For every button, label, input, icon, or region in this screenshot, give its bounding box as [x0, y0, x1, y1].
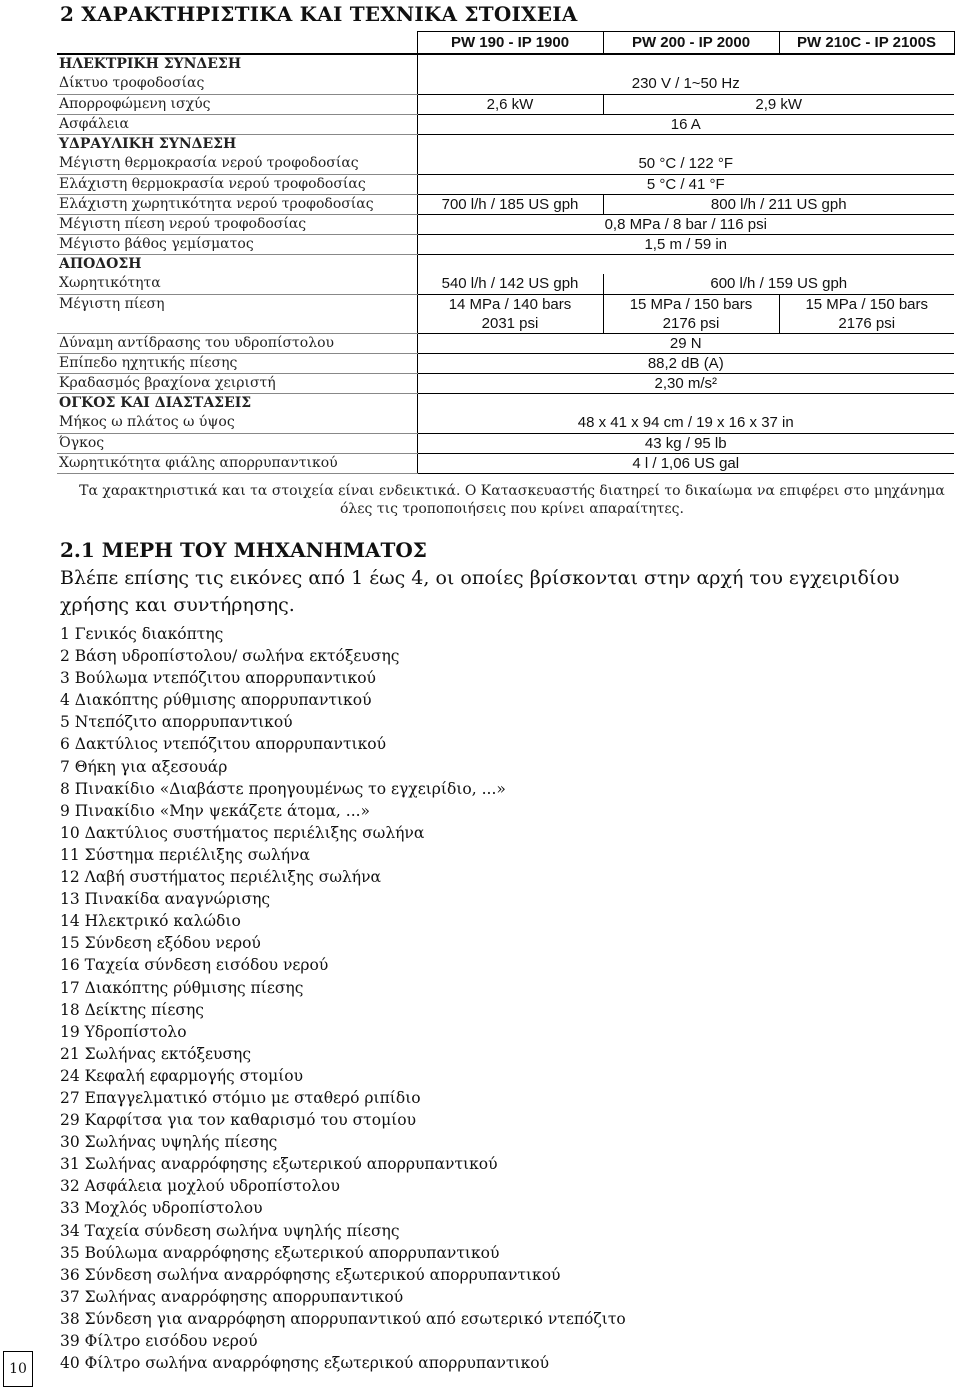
parts-list-item: 38 Σύνδεση για αναρρόφηση απορρυπαντικού από εσωτερικό ντεπόζιτο	[60, 1309, 626, 1328]
spec-section-row	[57, 393, 954, 413]
spec-row	[57, 114, 954, 134]
spec-value: 2,6 kW	[417, 94, 603, 114]
spec-value: 600 l/h / 159 US gph	[603, 274, 954, 294]
spec-label: Όγκος	[57, 433, 417, 453]
spec-section-row	[57, 54, 954, 74]
parts-list-item: 39 Φίλτρο εισόδου νερού	[60, 1332, 258, 1350]
spec-header-row	[57, 32, 954, 55]
spec-value: 14 MPa / 140 bars	[448, 295, 572, 313]
section-title: 2 ΧΑΡΑΚΤΗΡΙΣΤΙΚΑ ΚΑΙ ΤΕΧΝΙΚΑ ΣΤΟΙΧΕΙΑ	[60, 2, 578, 26]
spec-value: 2,30 m/s²	[417, 373, 954, 393]
spec-row	[57, 194, 954, 214]
spec-value: 2176 psi	[662, 314, 720, 332]
spec-table	[57, 31, 955, 474]
spec-row	[57, 274, 954, 294]
spec-blank	[417, 254, 954, 274]
spec-row	[57, 294, 954, 333]
spec-label: Μέγιστη θερμοκρασία νερού τροφοδοσίας	[57, 154, 417, 174]
performance-heading: ΑΠΟΔΟΣΗ	[57, 254, 417, 274]
hydraulic-heading: ΥΔΡΑΥΛΙΚΗ ΣΥΝΔΕΣΗ	[57, 134, 417, 154]
spec-value: 1,5 m / 59 in	[417, 234, 954, 254]
spec-value-stack	[603, 294, 779, 333]
parts-list-item: 12 Λαβή συστήματος περιέλιξης σωλήνα	[60, 868, 381, 887]
spec-section-row	[57, 134, 954, 154]
spec-value: 15 MPa / 150 bars	[805, 295, 929, 313]
spec-value: 88,2 dB (A)	[417, 353, 954, 373]
spec-value: 800 l/h / 211 US gph	[603, 194, 954, 214]
spec-value-stack	[417, 294, 603, 333]
spec-row	[57, 333, 954, 353]
spec-label: Μέγιστο βάθος γεμίσματος	[57, 234, 417, 254]
spec-label: Χωρητικότητα φιάλης απορρυπαντικού	[57, 453, 417, 473]
spec-header-blank	[57, 32, 417, 55]
spec-value: 540 l/h / 142 US gph	[417, 274, 603, 294]
parts-list-item: 34 Ταχεία σύνδεση σωλήνα υψηλής πίεσης	[60, 1221, 400, 1240]
parts-list-item: 21 Σωλήνας εκτόξευσης	[60, 1044, 252, 1063]
spec-value: 230 V / 1~50 Hz	[417, 74, 954, 94]
spec-value: 15 MPa / 150 bars	[629, 295, 753, 313]
parts-list-item: 1 Γενικός διακόπτης	[60, 625, 224, 643]
spec-row	[57, 74, 954, 94]
spec-value: 700 l/h / 185 US gph	[417, 194, 603, 214]
spec-row	[57, 234, 954, 254]
spec-row	[57, 174, 954, 194]
parts-list-item: 14 Ηλεκτρικό καλώδιο	[60, 912, 241, 931]
model-header: PW 210C - IP 2100S	[779, 32, 954, 55]
spec-row	[57, 154, 954, 174]
parts-list	[60, 623, 626, 1374]
electrical-heading: ΗΛΕΚΤΡΙΚΗ ΣΥΝΔΕΣΗ	[57, 54, 417, 74]
spec-label: Ασφάλεια	[57, 114, 417, 134]
spec-row	[57, 94, 954, 114]
spec-value: 48 x 41 x 94 cm / 19 x 16 x 37 in	[417, 413, 954, 433]
spec-label: Μήκος ω πλάτος ω ύψος	[57, 413, 417, 433]
page-number: 10	[3, 1351, 33, 1387]
spec-blank	[417, 134, 954, 154]
parts-list-item: 9 Πινακίδιο «Μην ψεκάζετε άτομα, ...»	[60, 801, 371, 820]
spec-row	[57, 413, 954, 433]
spec-value: 2,9 kW	[603, 94, 954, 114]
model-header: PW 190 - IP 1900	[417, 32, 603, 55]
spec-label: Απορροφώμενη ισχύς	[57, 94, 417, 114]
spec-label: Ελάχιστη θερμοκρασία νερού τροφοδοσίας	[57, 174, 417, 194]
spec-value: 50 °C / 122 °F	[417, 154, 954, 174]
spec-label: Ελάχιστη χωρητικότητα νερού τροφοδοσίας	[57, 194, 417, 214]
spec-label: Χωρητικότητα	[57, 274, 417, 294]
parts-list-item: 5 Ντεπόζιτο απορρυπαντικού	[60, 713, 293, 732]
parts-list-item: 37 Σωλήνας αναρρόφησης απορρυπαντικού	[60, 1287, 404, 1306]
parts-list-item: 10 Δακτύλιος συστήματος περιέλιξης σωλήνα	[60, 823, 425, 842]
spec-row	[57, 433, 954, 453]
parts-list-item: 8 Πινακίδιο «Διαβάστε προηγουμένως το εγχειρίδιο, ...»	[60, 779, 506, 798]
spec-row	[57, 373, 954, 393]
spec-label: Δύναμη αντίδρασης του υδροπίστολου	[57, 333, 417, 353]
spec-row	[57, 353, 954, 373]
spec-label: Κραδασμός βραχίονα χειριστή	[57, 373, 417, 393]
spec-value-stack	[779, 294, 954, 333]
parts-list-item: 24 Κεφαλή εφαρμογής στομίου	[60, 1066, 304, 1085]
spec-row	[57, 214, 954, 234]
parts-list-item: 6 Δακτύλιος ντεπόζιτου απορρυπαντικού	[60, 735, 387, 754]
spec-label: Μέγιστη πίεση νερού τροφοδοσίας	[57, 214, 417, 234]
dimensions-heading: ΟΓΚΟΣ ΚΑΙ ΔΙΑΣΤΑΣΕΙΣ	[57, 393, 417, 413]
parts-list-item: 36 Σύνδεση σωλήνα αναρρόφησης εξωτερικού απορρυπαντικού	[60, 1265, 561, 1284]
spec-value: 0,8 MPa / 8 bar / 116 psi	[417, 214, 954, 234]
parts-list-item: 40 Φίλτρο σωλήνα αναρρόφησης εξωτερικού απορρυπαντικού	[60, 1354, 550, 1373]
spec-value: 4 l / 1,06 US gal	[417, 453, 954, 473]
parts-list-item: 13 Πινακίδα αναγνώρισης	[60, 890, 271, 909]
spec-blank	[417, 54, 954, 74]
parts-list-item: 16 Ταχεία σύνδεση εισόδου νερού	[60, 956, 329, 975]
spec-section-row	[57, 254, 954, 274]
parts-list-item: 32 Ασφάλεια μοχλού υδροπίστολου	[60, 1177, 340, 1196]
spec-value: 16 A	[417, 114, 954, 134]
parts-list-item: 19 Υδροπίστολο	[60, 1022, 187, 1041]
spec-label: Δίκτυο τροφοδοσίας	[57, 74, 417, 94]
parts-list-item: 31 Σωλήνας αναρρόφησης εξωτερικού απορρυπαντικού	[60, 1155, 498, 1174]
model-header: PW 200 - IP 2000	[603, 32, 779, 55]
parts-list-item: 18 Δείκτης πίεσης	[60, 1000, 204, 1019]
spec-value: 2031 psi	[481, 314, 539, 332]
parts-list-item: 11 Σύστημα περιέλιξης σωλήνα	[60, 845, 310, 864]
parts-title: 2.1 ΜΕΡΗ ΤΟΥ ΜΗΧΑΝΗΜΑΤΟΣ	[60, 538, 427, 562]
spec-label: Μέγιστη πίεση	[57, 294, 417, 333]
parts-list-item: 2 Βάση υδροπίστολου/ σωλήνα εκτόξευσης	[60, 647, 400, 666]
parts-list-item: 7 Θήκη για αξεσουάρ	[60, 757, 228, 776]
spec-row	[57, 453, 954, 473]
parts-intro: Βλέπε επίσης τις εικόνες από 1 έως 4, οι οποίες βρίσκονται στην αρχή του εγχειριδίου χρήσης και συντήρησης.	[60, 567, 900, 616]
spec-value: 43 kg / 95 lb	[417, 433, 954, 453]
spec-label: Επίπεδο ηχητικής πίεσης	[57, 353, 417, 373]
spec-value: 29 N	[417, 333, 954, 353]
parts-list-item: 29 Καρφίτσα για τον καθαρισμό του στομίου	[60, 1111, 416, 1130]
disclaimer-note: Τα χαρακτηριστικά και τα στοιχεία είναι ενδεικτικά. Ο Κατασκευαστής διατηρεί το δικαίωμα να επιφέρει στο μηχάνημα όλες τις τροποποιήσεις που κρίνει απαραίτητες.	[79, 483, 945, 517]
parts-list-item: 4 Διακόπτης ρύθμισης απορρυπαντικού	[60, 691, 372, 710]
spec-value: 2176 psi	[838, 314, 896, 332]
spec-value: 5 °C / 41 °F	[417, 174, 954, 194]
parts-list-item: 27 Επαγγελματικό στόμιο με σταθερό ριπίδιο	[60, 1088, 421, 1107]
parts-list-item: 30 Σωλήνας υψηλής πίεσης	[60, 1133, 278, 1152]
parts-list-item: 17 Διακόπτης ρύθμισης πίεσης	[60, 978, 304, 997]
parts-list-item: 3 Βούλωμα ντεπόζιτου απορρυπαντικού	[60, 669, 376, 688]
parts-list-item: 33 Μοχλός υδροπίστολου	[60, 1199, 263, 1218]
parts-list-item: 15 Σύνδεση εξόδου νερού	[60, 934, 261, 953]
spec-blank	[417, 393, 954, 413]
parts-list-item: 35 Βούλωμα αναρρόφησης εξωτερικού απορρυπαντικού	[60, 1243, 500, 1262]
